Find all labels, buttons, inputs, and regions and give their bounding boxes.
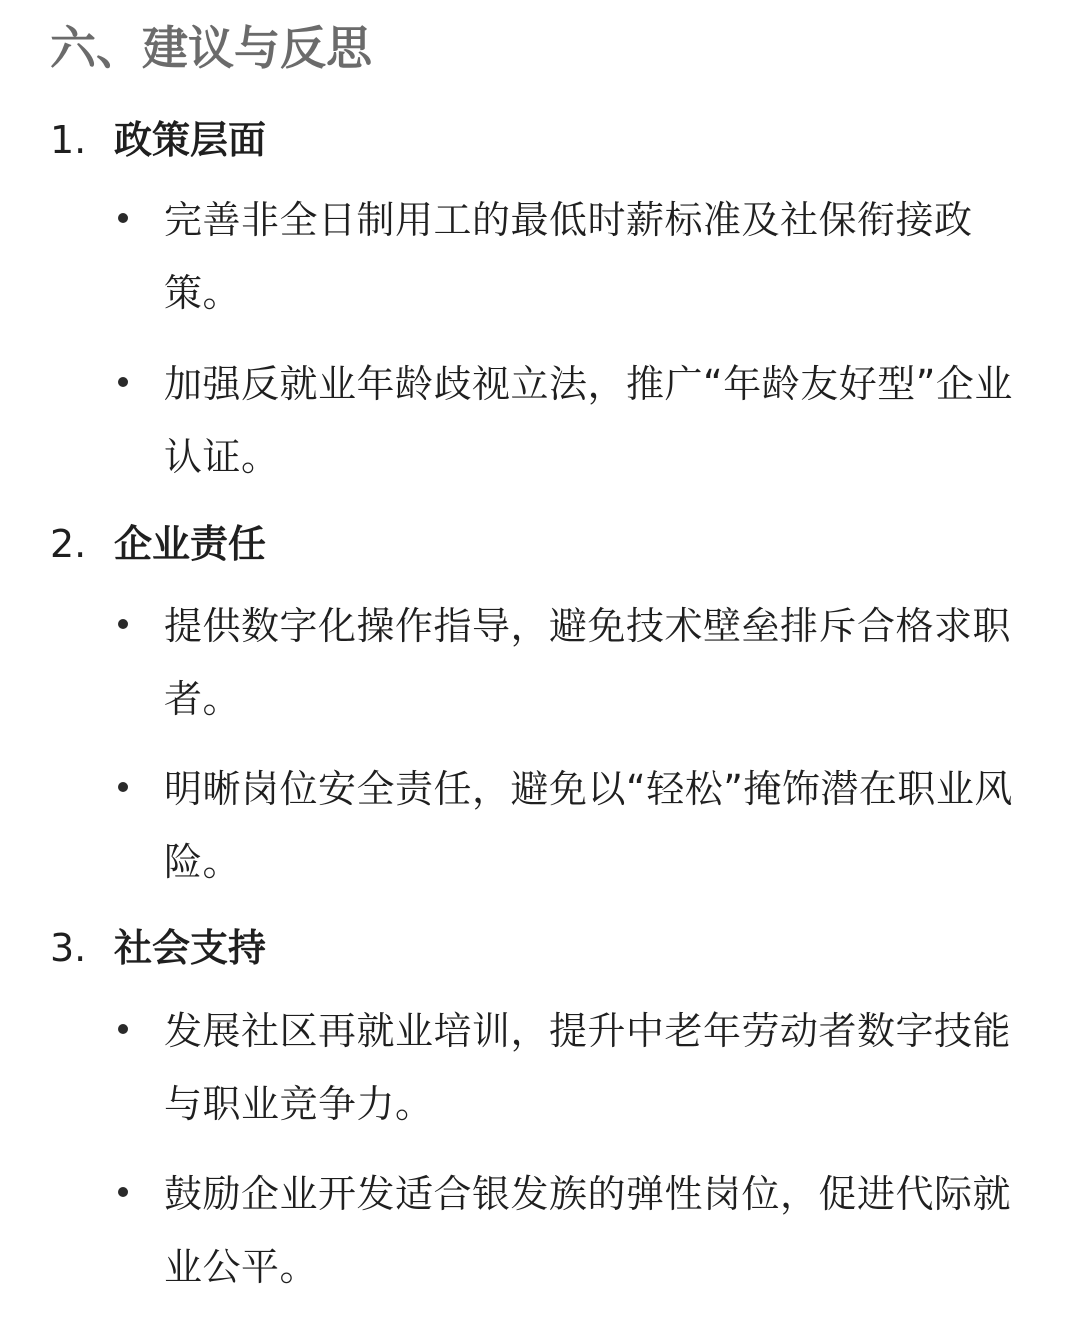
list-item: [118, 184, 1038, 330]
heading-title: 政策层面: [114, 118, 267, 162]
bullet-dot-icon: [118, 782, 128, 792]
heading-number: 1.: [50, 118, 87, 162]
heading-number: 3.: [50, 926, 87, 970]
heading-number: 2.: [50, 522, 87, 566]
bullet-dot-icon: [118, 213, 128, 223]
list-item: [118, 590, 1038, 736]
heading-policy: [50, 110, 266, 170]
list-item-text: 发展社区再就业培训，提升中老年劳动者数字技能与职业竞争力。: [164, 1009, 1012, 1126]
list-item-text: 明晰岗位安全责任，避免以“轻松”掩饰潜在职业风险。: [164, 767, 1013, 884]
heading-title: 社会支持: [114, 926, 267, 970]
list-item: [118, 348, 1038, 494]
list-item: [118, 1158, 1038, 1304]
section-title: 六、建议与反思: [50, 21, 372, 75]
list-item-text: 鼓励企业开发适合银发族的弹性岗位，促进代际就业公平。: [164, 1172, 1012, 1289]
bullet-dot-icon: [118, 1024, 128, 1034]
bullet-dot-icon: [118, 1187, 128, 1197]
heading-enterprise: [50, 514, 266, 574]
heading-social: [50, 918, 266, 978]
heading-title: 企业责任: [114, 522, 267, 566]
list-item-text: 完善非全日制用工的最低时薪标准及社保衔接政策。: [164, 198, 973, 315]
list-item-text: 提供数字化操作指导，避免技术壁垒排斥合格求职者。: [164, 604, 1012, 721]
list-item: [118, 995, 1038, 1141]
list-item-text: 加强反就业年龄歧视立法，推广“年龄友好型”企业认证。: [164, 362, 1013, 479]
bullet-dot-icon: [118, 377, 128, 387]
list-item: [118, 753, 1038, 899]
bullet-dot-icon: [118, 619, 128, 629]
